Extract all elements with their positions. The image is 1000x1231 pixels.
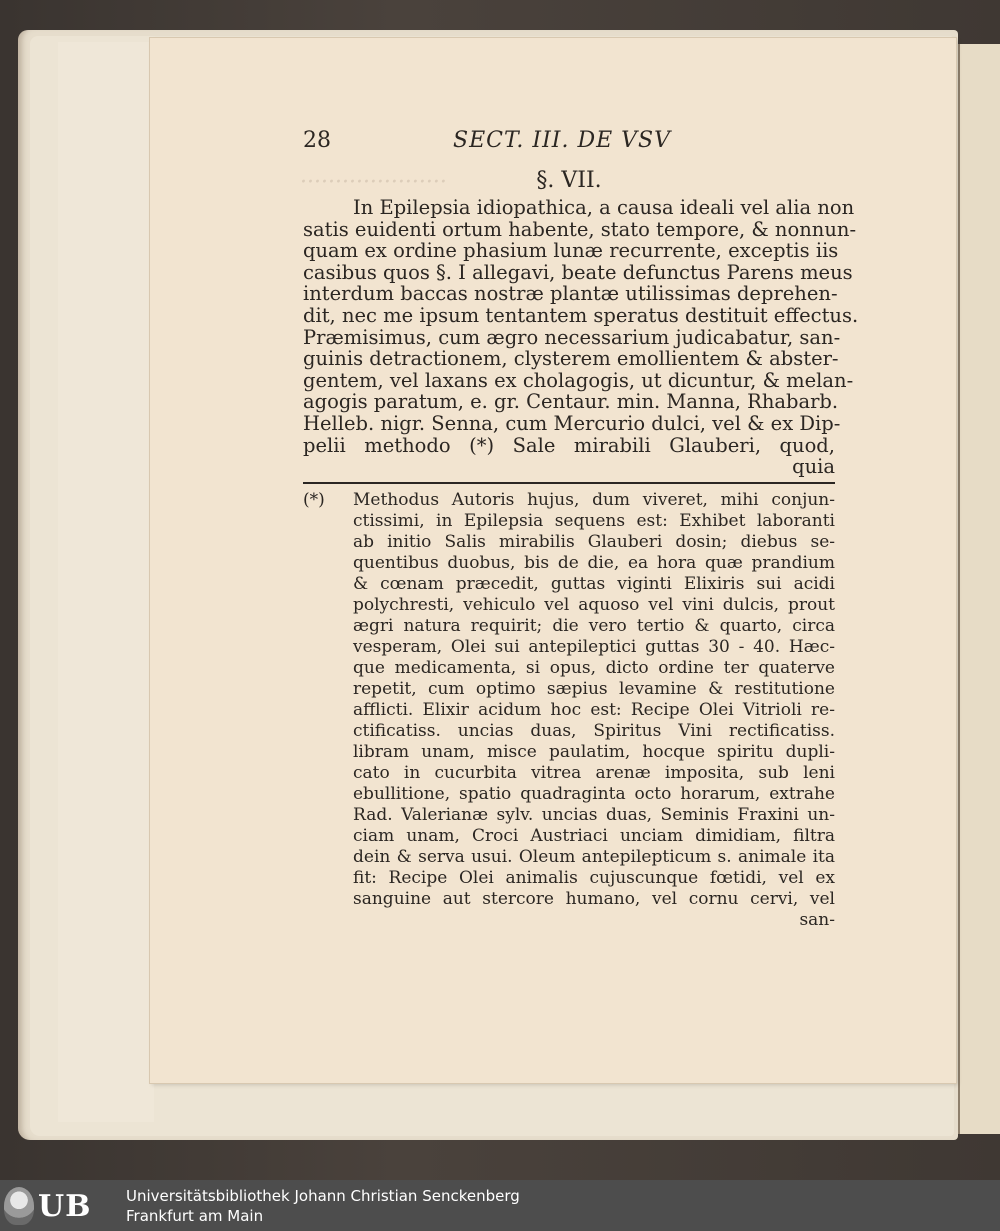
footnote-text — [353, 490, 835, 931]
footnote-line: ciam unam, Croci Austriaci unciam dimidiam, filtra — [353, 825, 835, 846]
paragraph-number: §. VII. — [536, 168, 602, 193]
footnote — [303, 490, 835, 931]
page-text-block — [303, 128, 859, 931]
footnote-line: Methodus Autoris hujus, dum viveret, mihi conjun- — [353, 489, 835, 510]
text-line: pelii methodo (*) Sale mirabili Glauberi, quod, — [303, 433, 835, 457]
text-line: gentem, vel laxans ex cholagogis, ut dicuntur, & melan- — [303, 368, 854, 392]
portrait-icon — [4, 1187, 34, 1225]
catchword: quia — [792, 455, 835, 479]
text-line: dit, nec me ipsum tentantem speratus destituit effectus. — [303, 303, 859, 327]
text-line: agogis paratum, e. gr. Centaur. min. Manna, Rhabarb. — [303, 390, 839, 414]
main-text — [303, 196, 859, 479]
footnote-line: vesperam, Olei sui antepileptici guttas 30 - 40. Hæc- — [353, 636, 835, 657]
ub-logo[interactable] — [4, 1186, 116, 1226]
text-line: Helleb. nigr. Senna, cum Mercurio dulci, vel & ex Dip- — [303, 411, 841, 435]
footnote-line: dein & serva usui. Oleum antepilepticum s. animale ita — [353, 846, 835, 867]
footnote-line: polychresti, vehiculo vel aquoso vel vini dulcis, prout — [353, 594, 835, 615]
footnote-line: ab initio Salis mirabilis Glauberi dosin; diebus se- — [353, 531, 835, 552]
footnote-catchword: san- — [799, 909, 835, 930]
text-line: casibus quos §. I allegavi, beate defunctus Parens meus — [303, 260, 853, 284]
page-margin-strip — [58, 42, 154, 1122]
footnote-line: quentibus duobus, bis de die, ea hora quæ prandium — [353, 552, 835, 573]
page-number: 28 — [303, 128, 331, 153]
footnote-line: fit: Recipe Olei animalis cujuscunque fœtidi, vel ex — [353, 867, 835, 888]
institution-line-2: Frankfurt am Main — [126, 1207, 264, 1225]
bleed-through-text: ····················· — [300, 170, 447, 195]
footnote-line: ægri natura requirit; die vero tertio & quarto, circa — [353, 615, 835, 636]
footnote-line: sanguine aut stercore humano, vel cornu cervi, vel — [353, 888, 835, 909]
facing-page-edge — [958, 44, 1000, 1134]
footnote-line: que medicamenta, si opus, dicto ordine ter quaterve — [353, 657, 835, 678]
footnote-line: Rad. Valerianæ sylv. uncias duas, Seminis Fraxini un- — [353, 804, 835, 825]
institution-line-1: Universitätsbibliothek Johann Christian Senckenberg — [126, 1187, 520, 1205]
section-heading: SECT. III. DE VSV — [453, 128, 671, 153]
institution-name — [126, 1186, 520, 1226]
text-line: quam ex ordine phasium lunæ recurrente, exceptis iis — [303, 239, 839, 263]
text-line: Præmisimus, cum ægro necessarium judicabatur, san- — [303, 325, 841, 349]
footnote-rule — [303, 482, 835, 484]
footnote-line: & cœnam præcedit, guttas viginti Elixiris sui acidi — [353, 573, 835, 594]
footnote-mark: (*) — [303, 489, 325, 510]
footnote-line: libram unam, misce paulatim, hocque spiritu dupli- — [353, 741, 835, 762]
text-line: interdum baccas nostræ plantæ utilissimas deprehen- — [303, 282, 838, 306]
footnote-line: ctificatiss. uncias duas, Spiritus Vini rectificatiss. — [353, 720, 835, 741]
footnote-line: ebullitione, spatio quadraginta octo horarum, extrahe — [353, 783, 835, 804]
running-head — [303, 128, 835, 162]
footnote-line: ctissimi, in Epilepsia sequens est: Exhibet laboranti — [353, 510, 835, 531]
text-line: In Epilepsia idiopathica, a causa ideali vel alia non — [353, 196, 855, 219]
text-line: satis euidenti ortum habente, stato tempore, & nonnun- — [303, 217, 857, 241]
footnote-line: repetit, cum optimo sæpius levamine & restitutione — [353, 678, 835, 699]
footnote-line: cato in cucurbita vitrea arenæ imposita, sub leni — [353, 762, 835, 783]
library-footer — [0, 1180, 1000, 1231]
ub-logo-text: UB — [38, 1188, 92, 1224]
footnote-line: afflicti. Elixir acidum hoc est: Recipe Olei Vitrioli re- — [353, 699, 835, 720]
text-line: guinis detractionem, clysterem emollientem & abster- — [303, 347, 839, 371]
